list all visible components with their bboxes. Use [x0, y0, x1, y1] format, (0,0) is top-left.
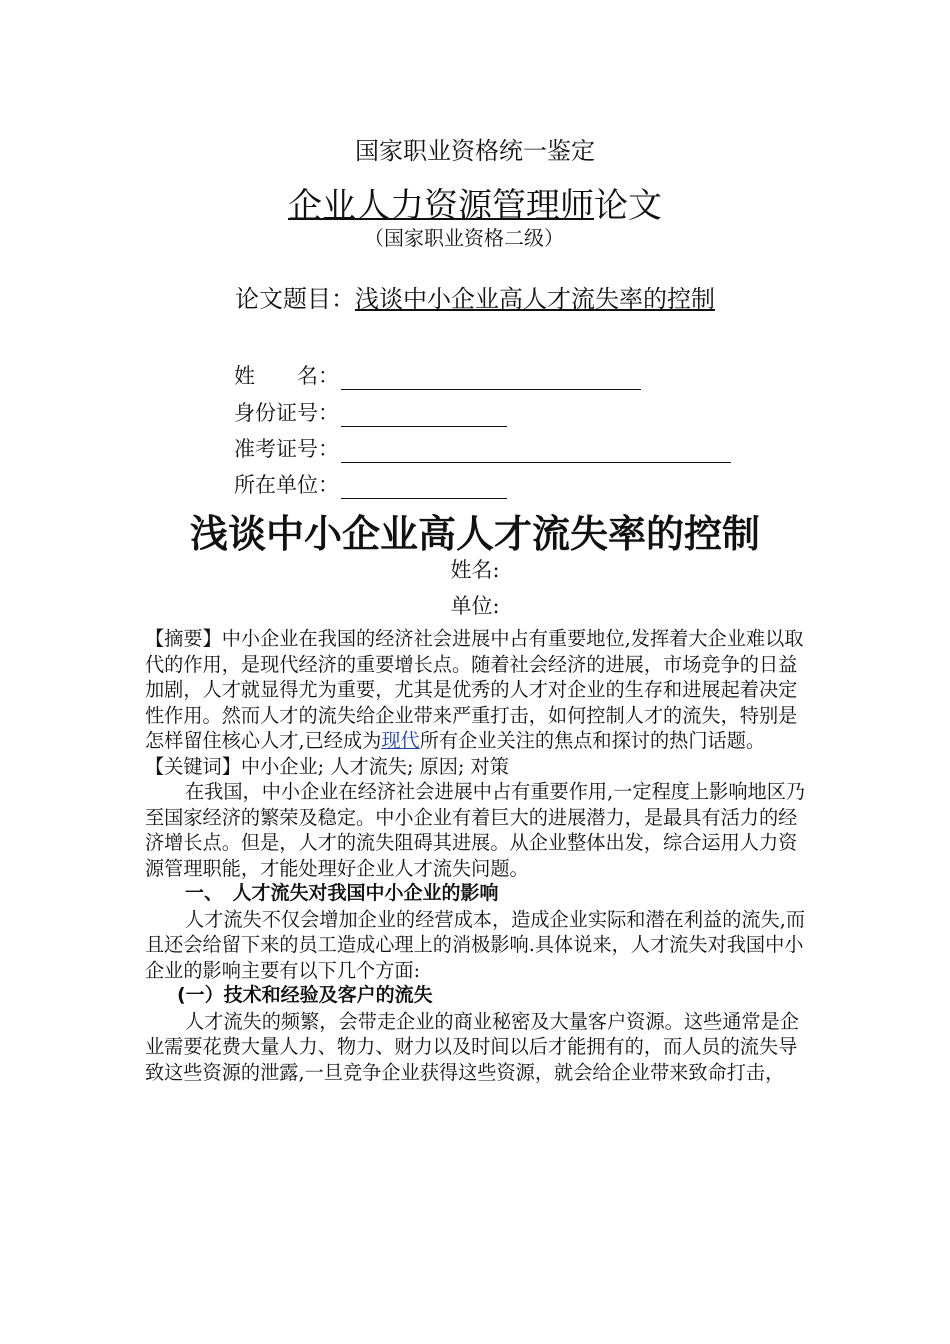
abstract-text-end: 所有企业关注的焦点和探讨的热门话题。 — [419, 729, 766, 752]
abstract-paragraph — [145, 626, 813, 754]
id-blank-line[interactable] — [341, 404, 507, 427]
subsection-heading-1: (一）技术和经验及客户的流失 — [177, 984, 433, 1006]
keywords: 【关键词】中小企业; 人才流失; 原因; 对策 — [145, 754, 509, 778]
exam-label: 准考证号： — [234, 437, 339, 461]
cover-main-title — [0, 178, 950, 227]
topic-text: 浅谈中小企业高人才流失率的控制 — [355, 285, 715, 313]
article-title: 浅谈中小企业高人才流失率的控制 — [189, 512, 760, 556]
article-author-label: 姓名: — [450, 558, 500, 582]
topic-label: 论文题目： — [235, 285, 355, 313]
cover-heading: 国家职业资格统一鉴定 — [355, 137, 595, 165]
abstract-link[interactable]: 现代 — [381, 729, 420, 752]
cover-level: （国家职业资格二级） — [364, 226, 564, 250]
subsection-1-paragraph: 人才流失的频繁，会带走企业的商业秘密及大量客户资源。这些通常是企业需要花费大量人力、物力、财力以及时间以后才能拥有的，而人员的流失导致这些资源的泄露,一旦竞争企业获得这些资源，就会给企业带来致命打击， — [145, 1009, 799, 1084]
id-field — [234, 397, 507, 427]
section-1-paragraph: 人才流失不仅会增加企业的经营成本，造成企业实际和潜在利益的流失,而且还会给留下来的员工造成心理上的消极影响.具体说来，人才流失对我国中小企业的影响主要有以下几个方面: — [145, 907, 806, 982]
unit-label: 所在单位： — [234, 473, 339, 497]
exam-blank-line[interactable] — [341, 440, 731, 463]
abstract-text: 【摘要】中小企业在我国的经济社会进展中占有重要地位,发挥着大企业难以取代的作用，是现代经济的重要增长点。随着社会经济的进展，市场竞争的日益加剧，人才就显得尤为重要，尤其是优秀的人才对企业的生存和进展起着决定性作用。然而人才的流失给企业带来严重打击，如何控制人才的流失，特别是怎样留住核心人才,已经成为 — [145, 627, 804, 752]
main-title-underlined: 企业人力资源管理师 — [288, 186, 594, 226]
name-label: 姓 名： — [234, 364, 339, 388]
main-title-rest: 论文 — [594, 186, 662, 226]
name-blank-line[interactable] — [341, 367, 641, 390]
unit-field — [234, 469, 507, 499]
name-field — [234, 360, 641, 390]
cover-topic — [0, 279, 950, 314]
id-label: 身份证号： — [234, 401, 339, 425]
section-heading-1: 一、 人才流失对我国中小企业的影响 — [185, 882, 499, 904]
exam-field — [234, 433, 731, 463]
article-body — [145, 626, 813, 1085]
article-unit-label: 单位: — [450, 594, 500, 618]
intro-paragraph: 在我国，中小企业在经济社会进展中占有重要作用,一定程度上影响地区乃至国家经济的繁荣及稳定。中小企业有着巨大的进展潜力，是最具有活力的经济增长点。但是，人才的流失阻碍其进展。从企业整体出发，综合运用人力资源管理职能，才能处理好企业人才流失问题。 — [145, 780, 806, 880]
unit-blank-line[interactable] — [341, 476, 507, 499]
